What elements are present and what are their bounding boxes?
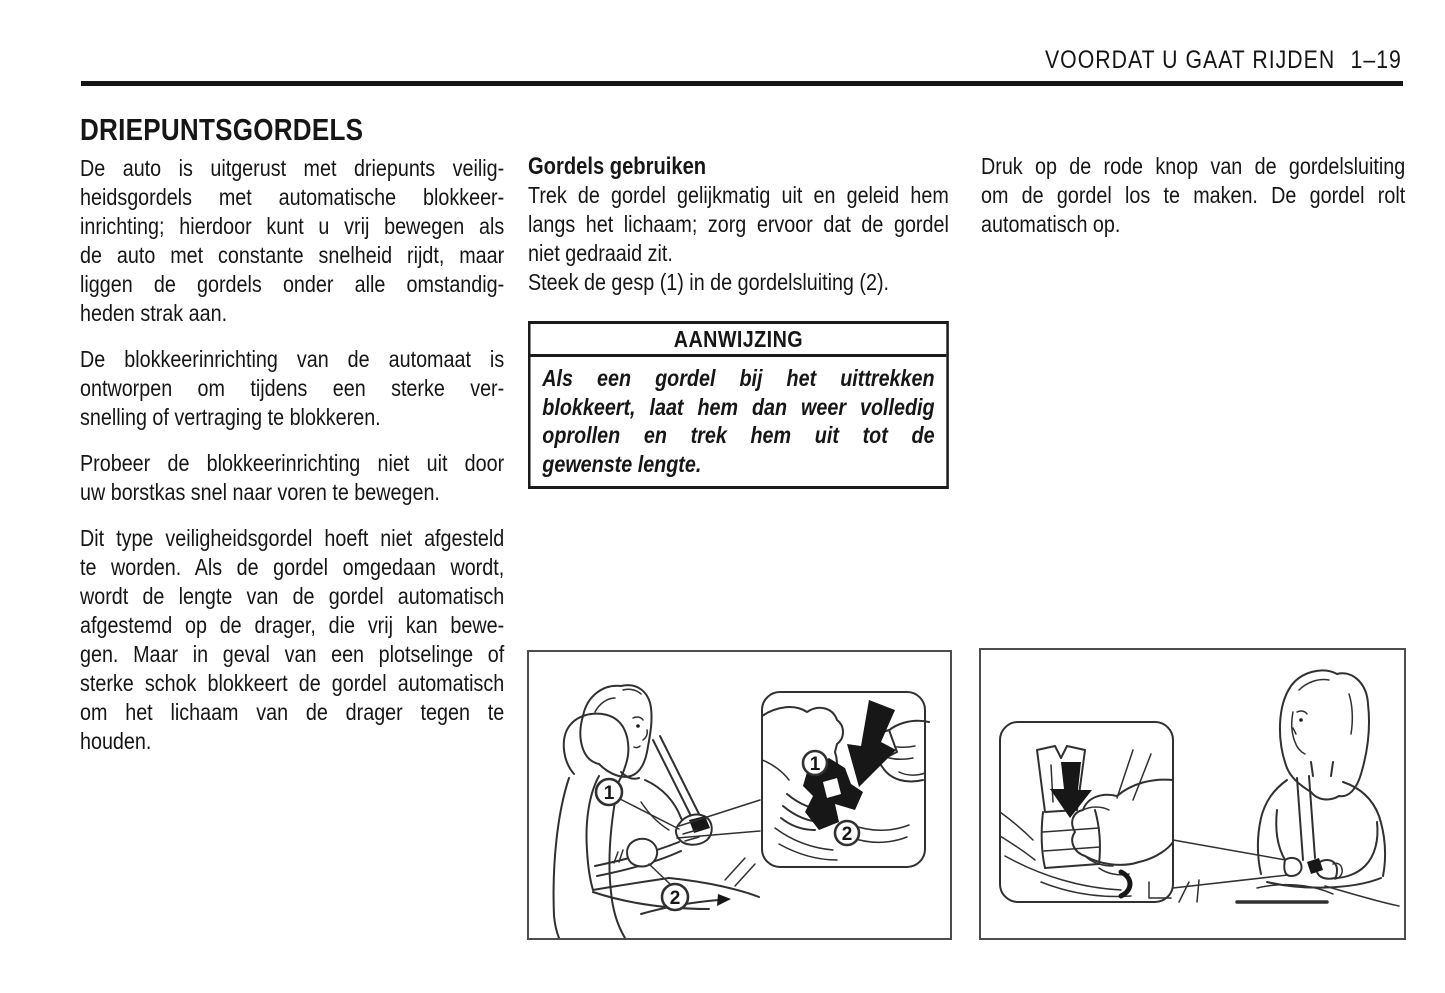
text-line: heidsgordels met automatische blokkeer- [80,184,505,210]
text-line: wordt de lengte van de gordel automatisch [80,583,505,609]
text-line: langs het lichaam; zorg ervoor dat de gordel [528,211,949,237]
text-line: niet gedraaid zit. [528,240,673,266]
callout-1-leader [620,799,679,829]
text-line: snelling of vertraging te blokkeren. [80,404,381,430]
paragraph [80,154,504,328]
text-line: uw borstkas snel naar voren te bewegen. [80,479,440,505]
svg-text:1: 1 [603,783,615,804]
note-box [528,321,949,489]
inset-detail [1000,722,1173,902]
text-line: blokkeert, laat hem dan weer volledig [542,393,935,420]
paragraph [80,524,504,756]
fasten-belt-illustration [529,652,950,938]
car-seat-sketch [554,714,629,938]
text-line: Dit type veiligheidsgordel hoeft niet afgesteld [80,525,505,551]
text-line: Steek de gesp (1) in de gordelsluiting (2). [528,269,890,295]
text-line: om de gordel los te maken. De gordel rolt [981,182,1406,208]
callout-2-badge [835,821,859,845]
callout-2-leader [649,864,671,885]
text-line: De blokkeerinrichting van de automaat is [80,346,505,372]
inset-detail [762,692,929,867]
text-line: gewenste lengte. [542,450,702,477]
paragraph [528,268,949,297]
text-line: De auto is uitgerust met driepunts veilig- [80,155,505,181]
callout-2-badge [662,884,688,910]
text-line: sterke schok blokkeert de gordel automatisch [80,670,505,696]
text-line: ontworpen om tijdens een sterke ver- [80,375,505,401]
text-line: inrichting; hierdoor kunt u vrij bewegen als [80,213,505,239]
magnifier-wedge [1173,840,1297,902]
running-header-page-number: 1–19 [1350,46,1402,74]
paragraph [981,152,1405,239]
svg-text:2: 2 [669,888,681,909]
seated-person-sketch [1237,670,1399,906]
right-column [981,152,1405,239]
header-rule [81,81,1403,86]
text-line: om het lichaam van de drager tegen te [80,699,505,725]
section-heading: DRIEPUNTSGORDELS [80,112,364,147]
release-belt-illustration [981,650,1404,938]
text-line: Als een gordel bij het uittrekken [542,365,935,391]
text-line: gen. Maar in geval van een plotselinge of [80,641,505,667]
middle-column [528,152,949,489]
text-line: automatisch op. [981,211,1121,237]
paragraph [528,181,949,268]
inset-frame [1000,722,1173,902]
figure-fasten-belt [527,650,952,940]
text-line: Trek de gordel gelijkmatig uit en geleid hem [528,182,949,208]
text-line: heden strak aan. [80,300,228,326]
note-title: AANWIJZING [531,324,947,357]
paragraph [80,345,504,432]
figure-release-belt [979,648,1406,940]
running-header [1045,46,1402,75]
svg-text:1: 1 [809,754,821,775]
text-line: Druk op de rode knop van de gordelsluiting [981,153,1406,179]
subsection-heading: Gordels gebruiken [528,153,707,180]
text-line: Probeer de blokkeerinrichting niet uit door [80,450,505,476]
callout-1-badge [803,751,827,775]
text-line: liggen de gordels onder alle omstandig- [80,271,505,297]
paragraph [80,449,504,507]
text-line: afgestemd op de drager, die vrij kan bewe- [80,612,505,638]
left-column [80,112,504,773]
svg-text:2: 2 [841,824,853,845]
text-line: te worden. Als de gordel omgedaan wordt, [80,554,505,580]
text-line: houden. [80,728,152,754]
text-line: oprollen en trek hem uit tot de [542,422,935,448]
note-body [531,357,947,486]
running-header-title: VOORDAT U GAAT RIJDEN [1045,46,1336,74]
text-line: de auto met constante snelheid rijdt, maar [80,242,505,268]
callout-1-badge [596,779,622,805]
